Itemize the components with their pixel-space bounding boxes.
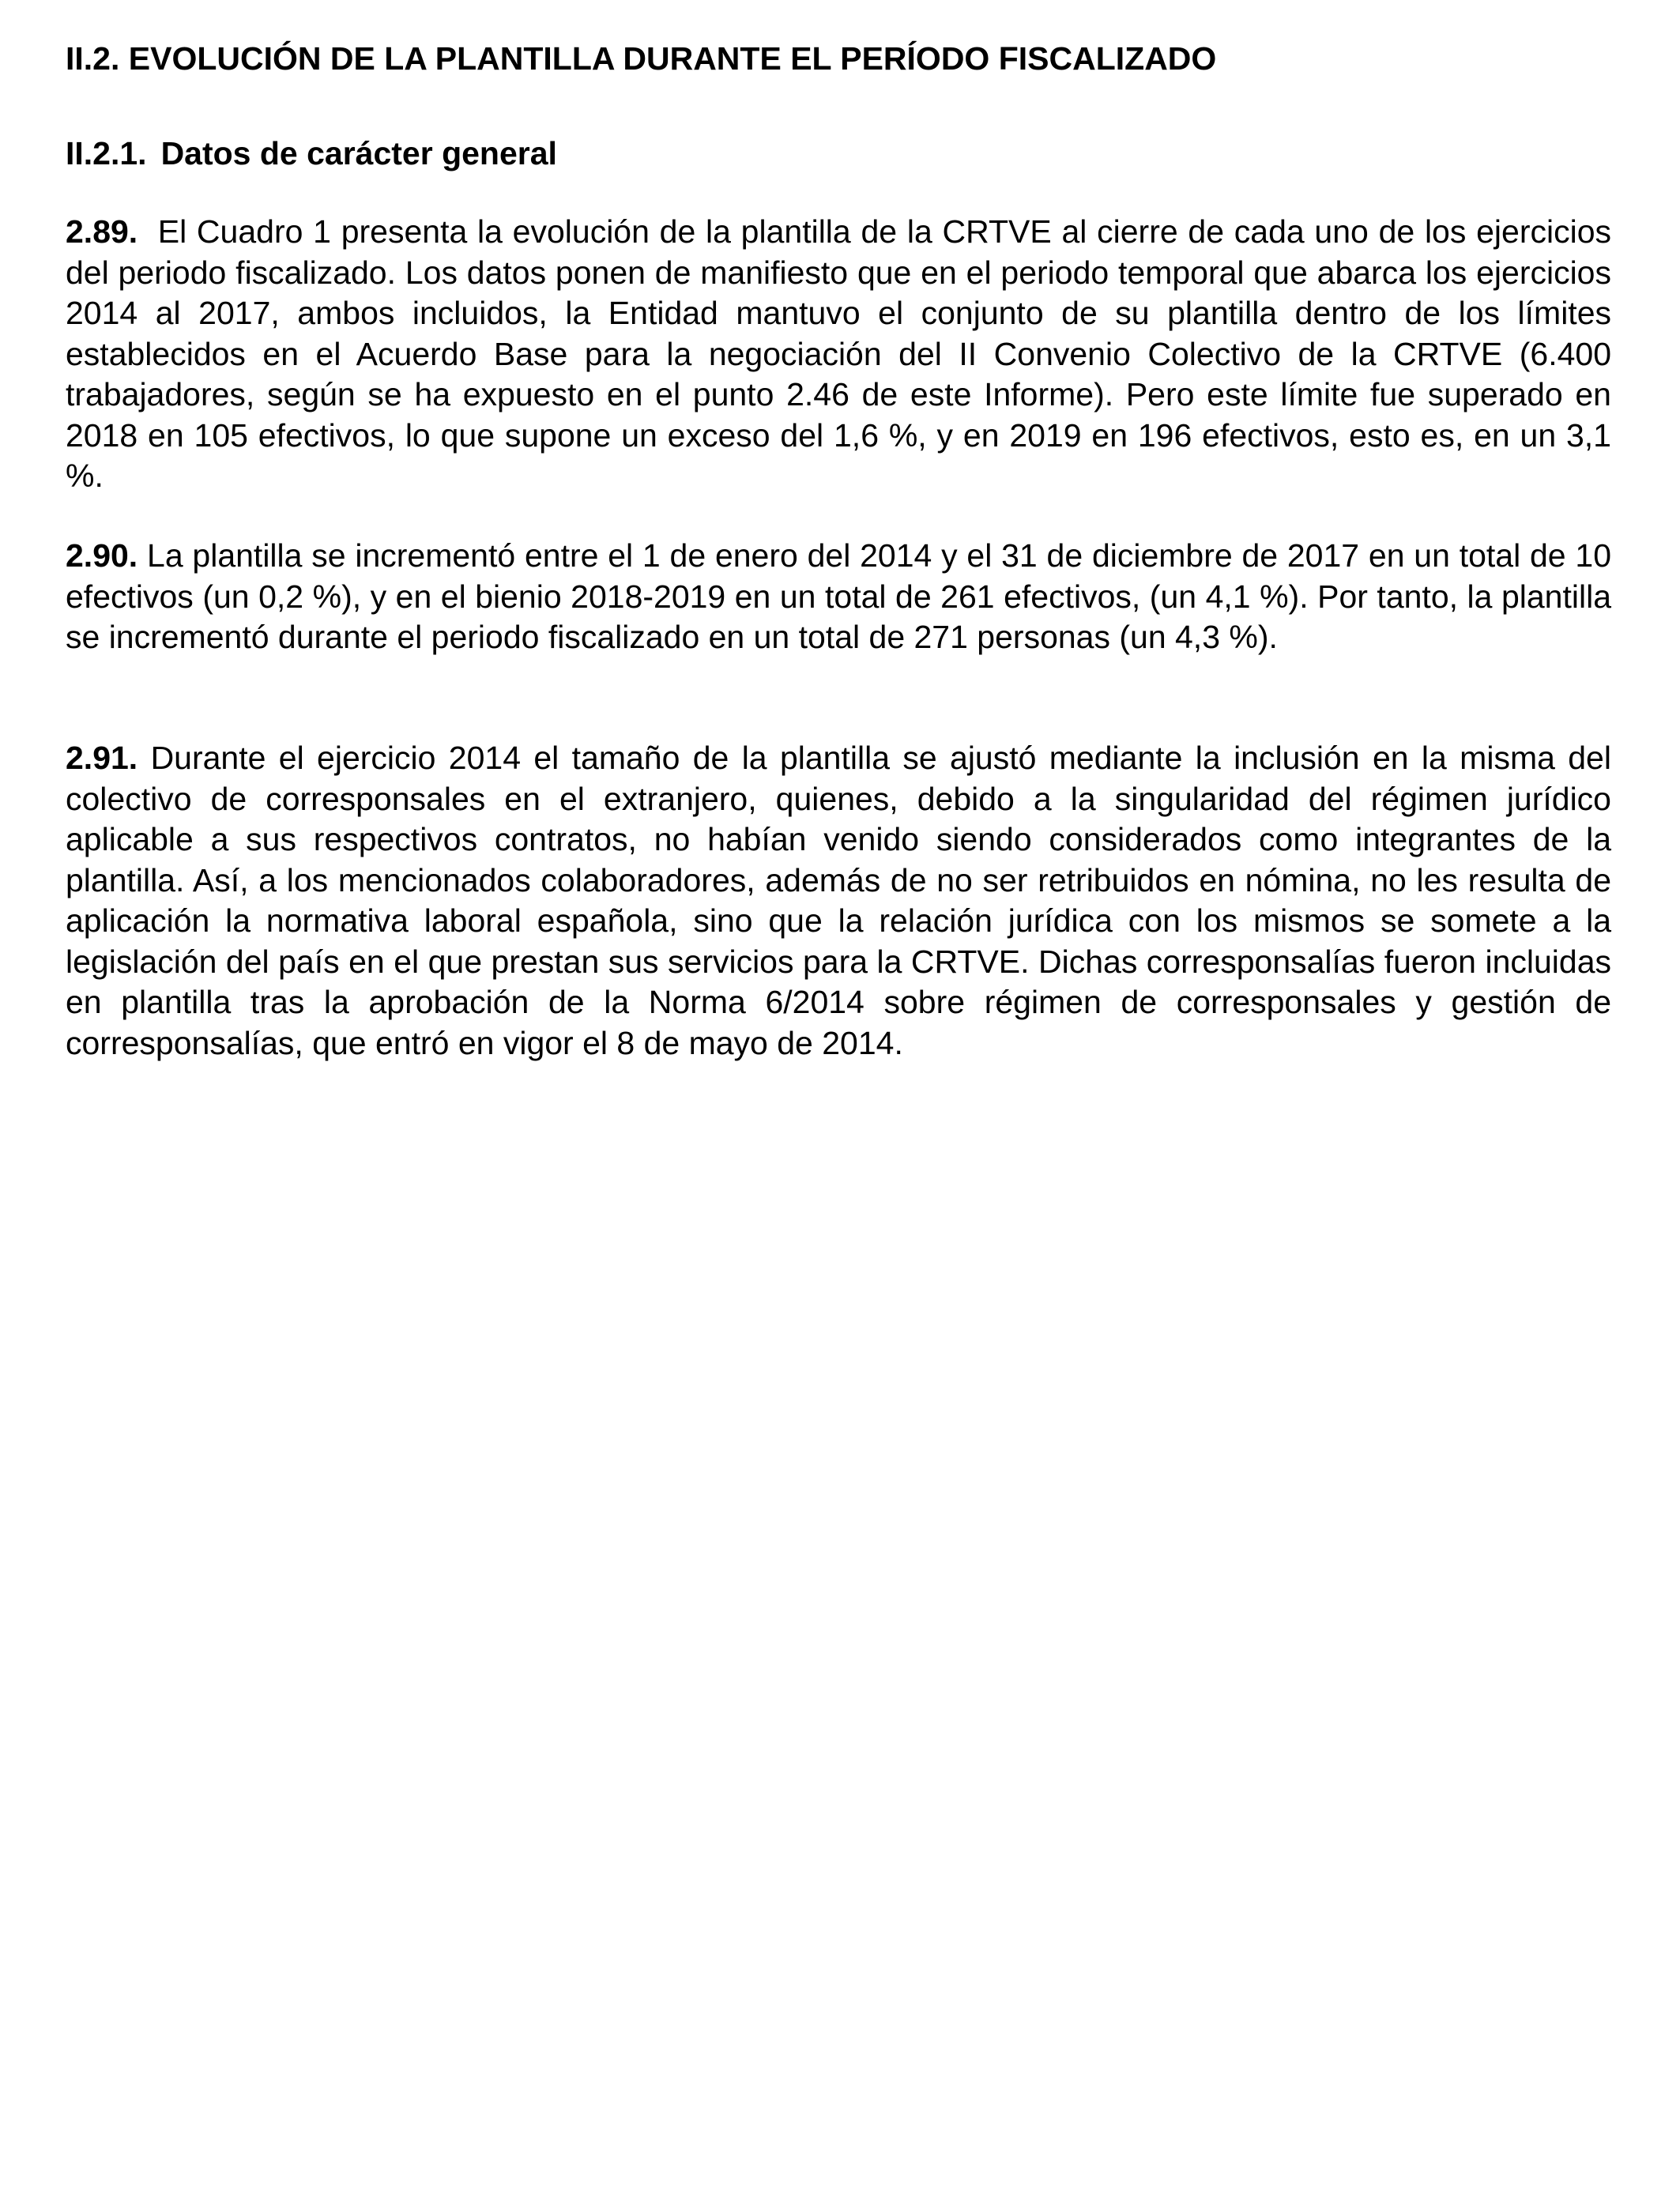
paragraph-2-89 [66, 212, 1611, 497]
paragraph-2-91 [66, 738, 1611, 1064]
paragraph-text: La plantilla se incrementó entre el 1 de enero del 2014 y el 31 de diciembre de 2017 en un total de 10 efectivos (un 0,2 %), y en el bienio 2018-2019 en un total de 261 efectivos, (un 4,1 %). Por tanto, la plantilla se incrementó durante el periodo fiscalizado en un total de 271 personas (un 4,3 %). [66, 537, 1611, 655]
paragraph-number: 2.90. [66, 537, 138, 574]
paragraph-number: 2.89. [66, 213, 138, 250]
subsection-title-text: Datos de carácter general [160, 135, 557, 171]
paragraph-2-90 [66, 536, 1611, 658]
section-title: II.2. EVOLUCIÓN DE LA PLANTILLA DURANTE EL PERÍODO FISCALIZADO [66, 40, 1217, 77]
subsection-title [66, 133, 557, 174]
paragraph-text: El Cuadro 1 presenta la evolución de la plantilla de la CRTVE al cierre de cada uno de los ejercicios del periodo fiscalizado. Los datos ponen de manifiesto que en el periodo temporal que abarca los ejercicios 2014 al 2017, ambos incluidos, la Entidad mantuvo el conjunto de su plantilla dentro de los límites establecidos en el Acuerdo Base para la negociación del II Convenio Colectivo de la CRTVE (6.400 trabajadores, según se ha expuesto en el punto 2.46 de este Informe). Pero este límite fue superado en 2018 en 105 efectivos, lo que supone un exceso del 1,6 %, y en 2019 en 196 efectivos, esto es, en un 3,1 %. [66, 213, 1611, 494]
paragraph-number: 2.91. [66, 740, 138, 776]
paragraph-text: Durante el ejercicio 2014 el tamaño de la plantilla se ajustó mediante la inclusión en la misma del colectivo de corresponsales en el extranjero, quienes, debido a la singularidad del régimen jurídico aplicable a sus respectivos contratos, no habían venido siendo considerados como integrantes de la plantilla. Así, a los mencionados colaboradores, además de no ser retribuidos en nómina, no les resulta de aplicación la normativa laboral española, sino que la relación jurídica con los mismos se somete a la legislación del país en el que prestan sus servicios para la CRTVE. Dichas corresponsalías fueron incluidas en plantilla tras la aprobación de la Norma 6/2014 sobre régimen de corresponsales y gestión de corresponsalías, que entró en vigor el 8 de mayo de 2014. [66, 740, 1611, 1061]
subsection-number: II.2.1. [66, 135, 147, 171]
